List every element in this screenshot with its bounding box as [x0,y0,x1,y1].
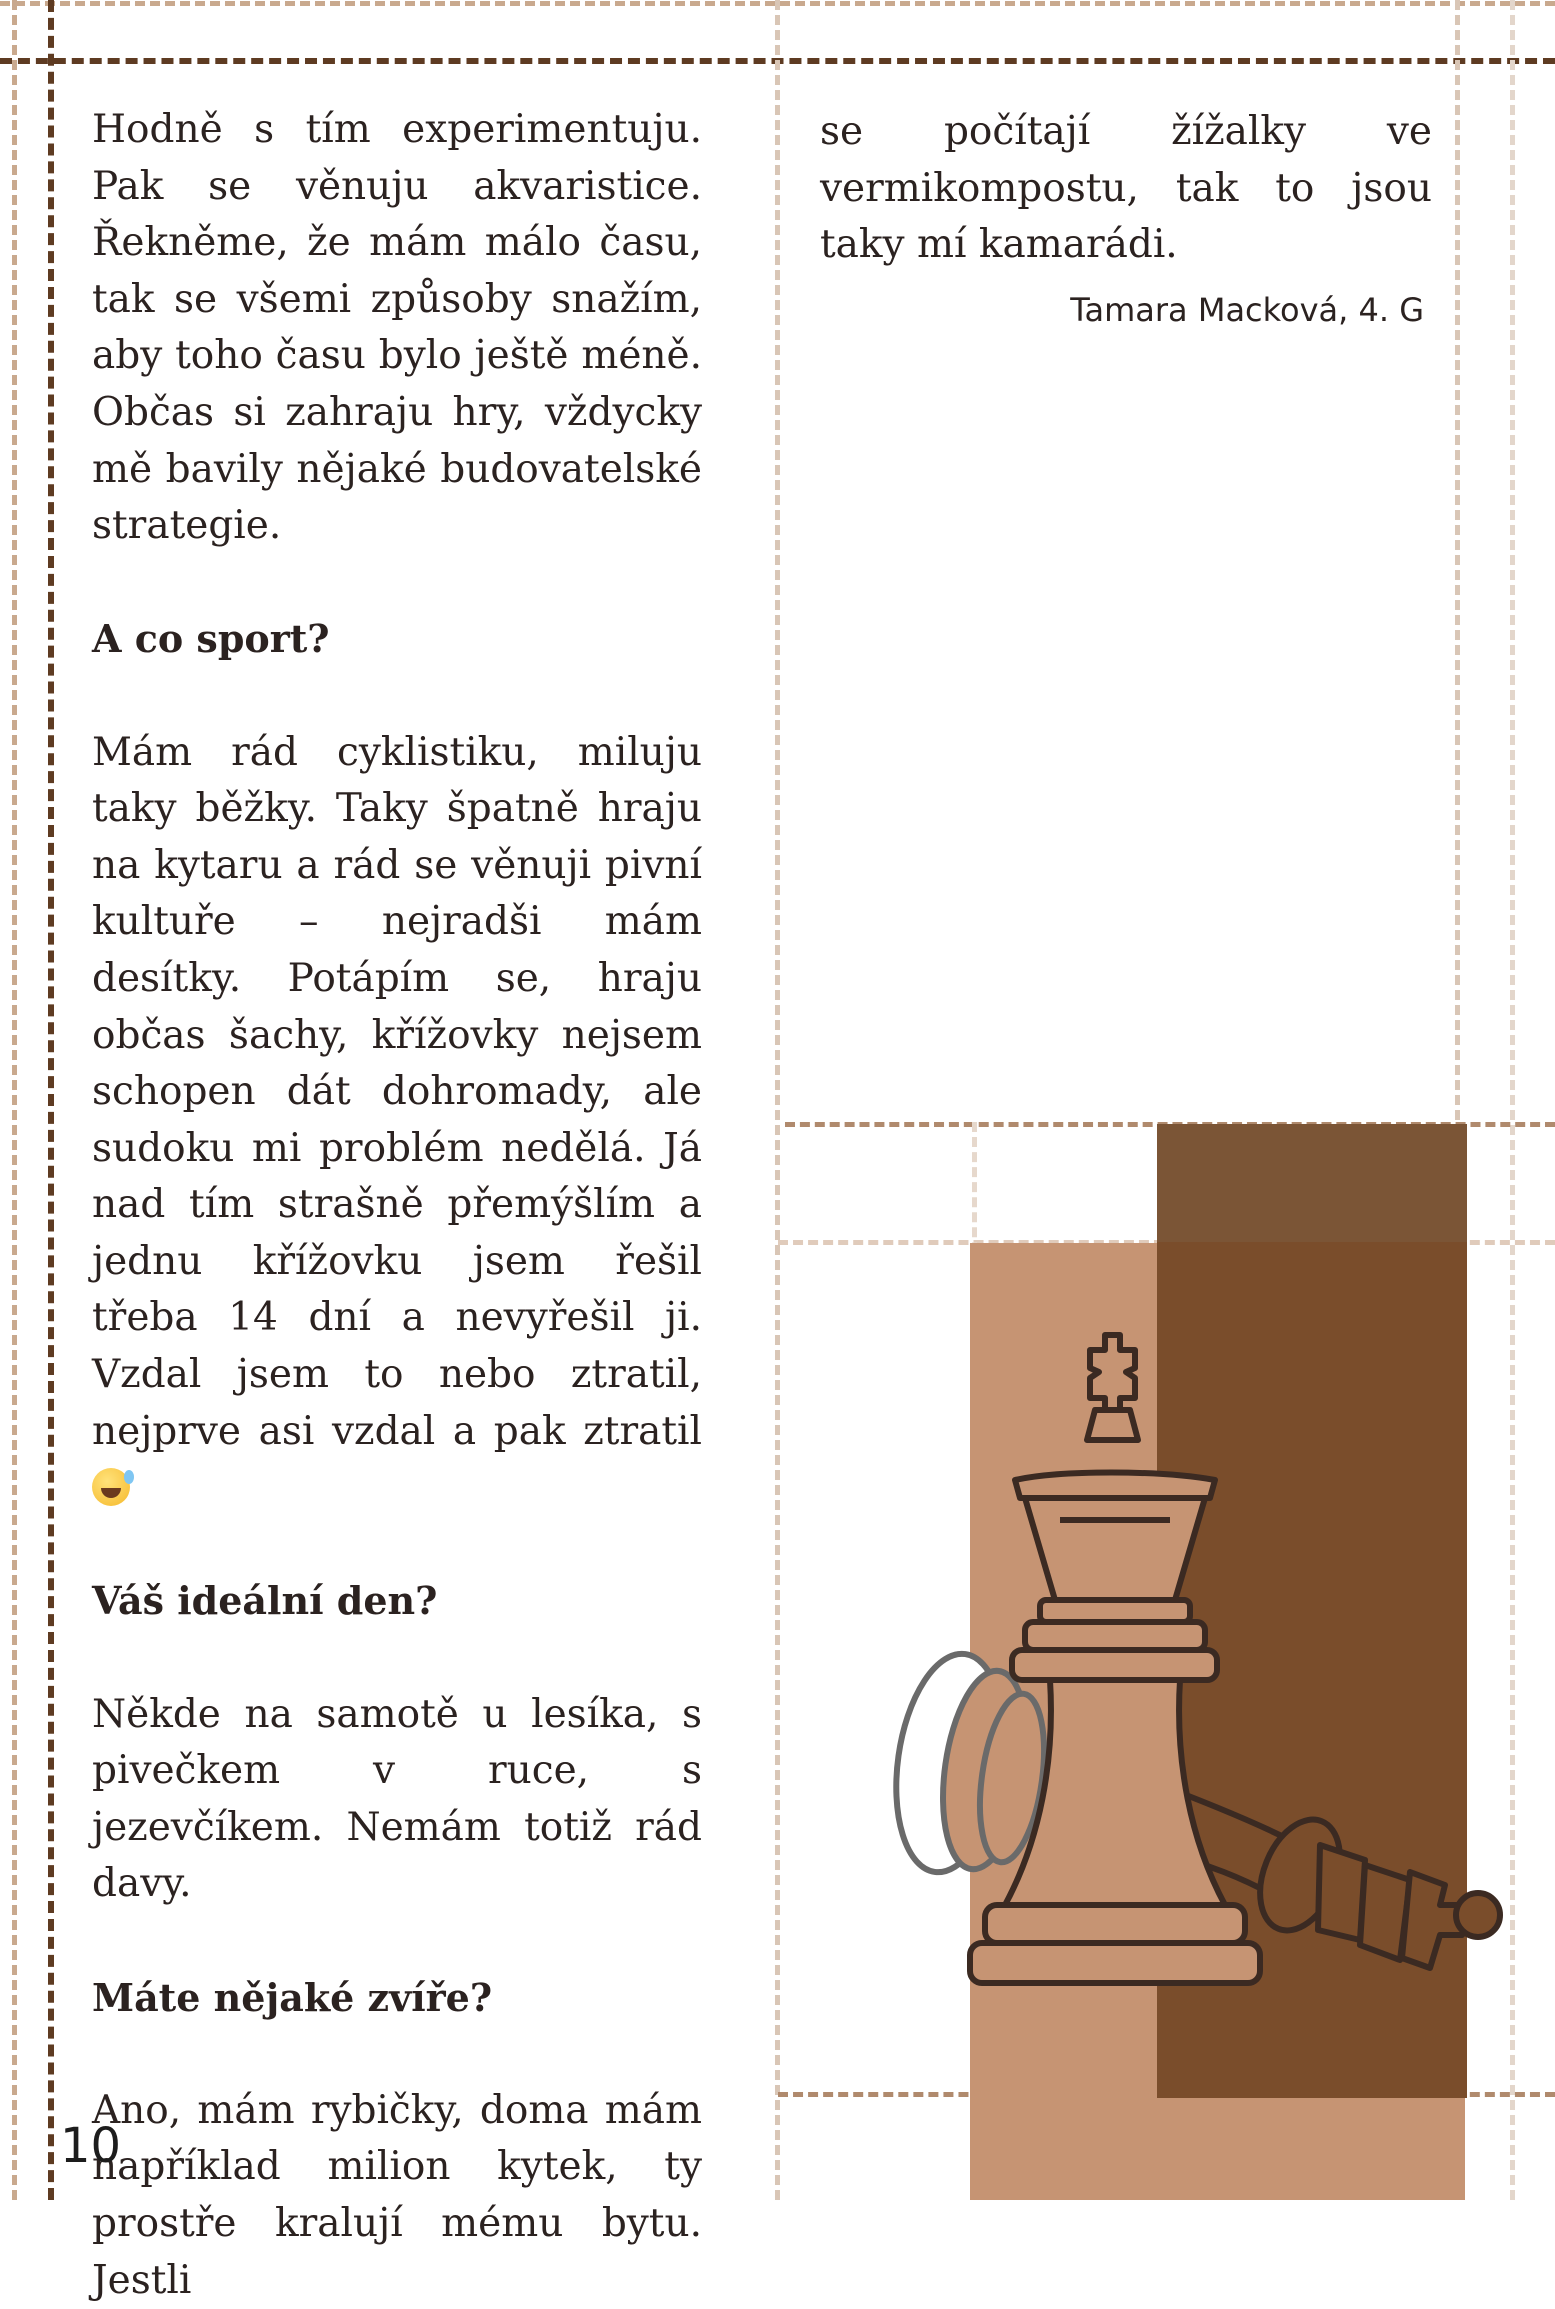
author-signature: Tamara Macková, 4. G [1070,290,1424,329]
page-number: 10 [60,2118,122,2174]
paragraph-hobbies: Hodně s tím experimentuju. Pak se věnuju akvaristice. Řekněme, že mám málo času, tak se všemi způsoby snažím, aby toho času bylo ještě méně. Občas si zahraju hry, vždycky mě bavily nějaké budovatelské strategie. [92,107,702,549]
answer-ideal-day: Někde na samotě u lesíka, s pivečkem v ruce, s jezevčíkem. Nemám totiž rád davy. [92,1691,702,1907]
question-sport: A co sport? [92,616,330,662]
answer-pet: Ano, mám rybičky, doma mám například milion kytek, ty prostře kralují mému bytu. Jestli [92,2087,702,2303]
question-ideal-day: Váš ideální den? [92,1578,438,1624]
dark-brown-block-top [1157,1124,1467,1242]
paragraph-continuation: se počítají žížalky ve vermikompostu, tak to jsou taky mí kamarádi. [820,109,1432,268]
answer-sport-text: Mám rád cyklistiku, miluju taky běžky. Taky špatně hraju na kytaru a rád se věnuji pivní kultuře – nejradši mám desítky. Potápím se, hraju občas šachy, křížovky nejsem schopen dát dohromady, ale sudoku mi problém nedělá. Já nad tím strašně přemýšlím a jednu křížovku jsem řešil třeba 14 dní a nevyřešil ji. Vzdal jsem to nebo ztratil, nejprve asi vzdal a pak ztratil [92,729,702,1454]
question-pet: Máte nějaké zvíře? [92,1974,493,2020]
